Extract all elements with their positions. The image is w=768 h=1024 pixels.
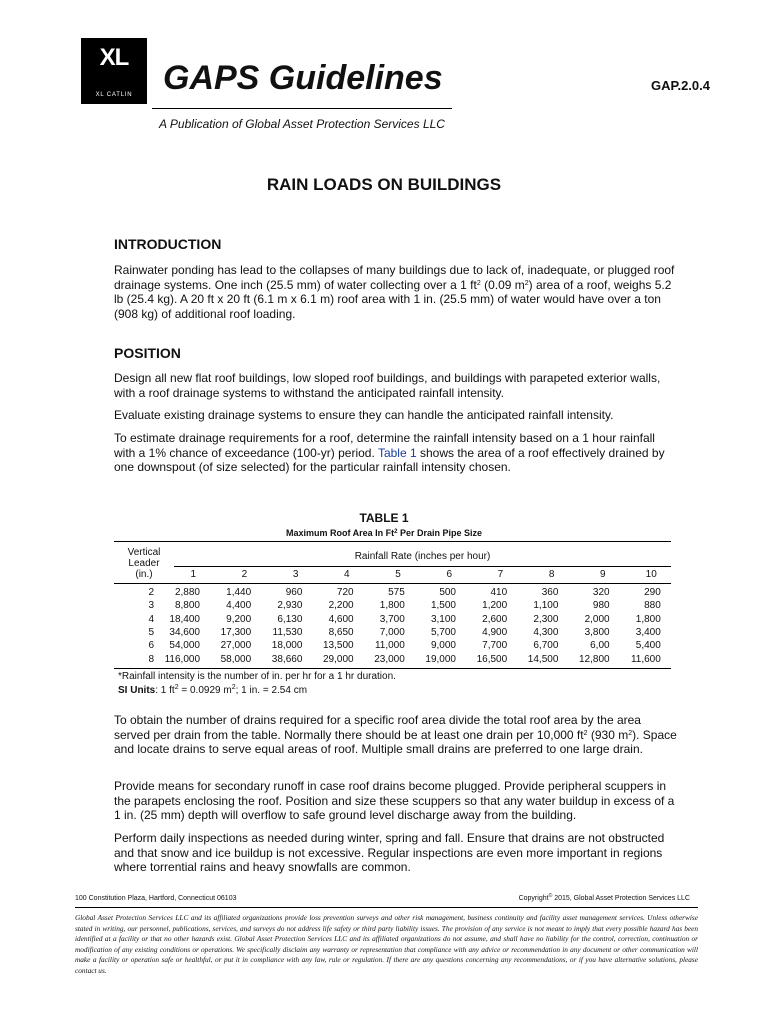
roof-area-cell: 5,400 <box>635 640 661 652</box>
introduction-paragraph: Rainwater ponding has lead to the collapses of many buildings due to lack of, inadequate, or plugged roof drainage systems. One inch (25.5 mm) of water collecting over a 1 $ft^2$ (0.09 $m^2$) area of a roof, weighs 5.2 lb (25.4 kg). A 20 ft x 20 ft (6.1 m x 6.1 m) roof area with 1 in. (25.5 mm) of water would have over a ton (908 kg) of additional roof loading. <box>114 263 675 321</box>
roof-area-cell: 2,300 <box>533 613 559 625</box>
roof-area-cell: 4,900 <box>482 626 508 638</box>
roof-area-cell: 6,130 <box>277 613 303 625</box>
roof-area-cell: 23,000 <box>374 653 405 665</box>
roof-area-cell: 1,500 <box>430 600 456 612</box>
roof-area-cell: 54,000 <box>169 640 200 652</box>
header-divider <box>114 583 671 584</box>
leader-size-cell: 3 <box>148 600 154 612</box>
roof-area-cell: 11,000 <box>374 640 405 652</box>
table-label: TABLE 1 <box>359 511 409 525</box>
rainfall-rate-2: 2 <box>241 569 248 580</box>
roof-area-cell: 4,600 <box>328 613 354 625</box>
roof-area-table <box>114 541 671 669</box>
roof-area-cell: 1,800 <box>379 600 405 612</box>
logo-mark: XL <box>99 44 129 71</box>
roof-area-cell: 7,000 <box>379 626 405 638</box>
footer-divider <box>75 907 698 908</box>
rainfall-rate-header: Rainfall Rate (inches per hour) <box>354 551 491 562</box>
header-divider <box>174 566 671 567</box>
roof-area-cell: 290 <box>644 587 661 598</box>
position-paragraph-1: Design all new flat roof buildings, low sloped roof buildings, and buildings with parapeted exterior walls, with a roof drainage systems to withstand the anticipated rainfall intensity. <box>114 371 661 400</box>
leader-size-cell: 4 <box>148 613 154 625</box>
roof-area-cell: 320 <box>592 587 610 598</box>
drain-count-paragraph: To obtain the number of drains required for a specific roof area divide the total roof area by the area served per drain from the table. Normally there should be at least one drain per 10,000 $ft^2$ (930 $m^2$). Space and locate drains to serve equal areas of roof. Multiple small drains are preferred to one large drain. <box>114 713 677 756</box>
roof-area-cell: 16,500 <box>476 653 508 665</box>
roof-area-cell: 2,600 <box>482 613 508 625</box>
introduction-heading: INTRODUCTION <box>114 236 222 252</box>
rainfall-rate-1: 1 <box>190 569 196 580</box>
table-footnote: *Rainfall intensity is the number of in. per hr for a 1 hr duration. <box>118 671 396 682</box>
roof-area-cell: 29,000 <box>323 653 354 665</box>
roof-area-cell: 18,000 <box>271 640 303 652</box>
roof-area-cell: 9,200 <box>226 613 252 625</box>
xl-catlin-logo <box>81 38 147 104</box>
roof-area-cell: 3,100 <box>430 613 456 625</box>
logo-text: XL CATLIN <box>95 92 133 98</box>
inspection-paragraph: Perform daily inspections as needed during winter, spring and fall. Ensure that drains are not obstructed and that snow and ice buildup is not excessive. Regular inspections are even more important in regions where torrential rains and heavy snowfalls are common. <box>114 831 665 874</box>
roof-area-cell: 3,800 <box>584 626 610 638</box>
rainfall-rate-10: 10 <box>645 569 657 580</box>
rainfall-rate-5: 5 <box>395 569 401 580</box>
rainfall-rate-8: 8 <box>548 569 555 580</box>
roof-area-cell: 2,000 <box>584 613 610 625</box>
rainfall-rate-4: 4 <box>344 569 350 580</box>
roof-area-cell: 8,800 <box>174 600 200 612</box>
roof-area-cell: 6,700 <box>533 640 559 652</box>
roof-area-cell: 14,500 <box>527 653 559 665</box>
roof-area-cell: 880 <box>644 600 661 612</box>
header-divider <box>152 108 452 109</box>
roof-area-cell: 2,200 <box>328 600 354 612</box>
roof-area-cell: 2,930 <box>277 600 303 612</box>
footer-copyright: Copyright© 2015, Global Asset Protection Services LLC <box>518 893 690 902</box>
rainfall-rate-3: 3 <box>292 569 299 580</box>
table-1-link[interactable]: Table 1 <box>377 445 417 460</box>
document-code: GAP.2.0.4 <box>650 78 710 93</box>
roof-area-cell: 11,600 <box>630 653 661 665</box>
publication-line: A Publication of Global Asset Protection Services LLC <box>159 117 445 131</box>
roof-area-cell: 17,300 <box>220 626 252 638</box>
roof-area-cell: 2,880 <box>174 587 200 598</box>
roof-area-cell: 9,000 <box>430 640 456 652</box>
roof-area-cell: 11,530 <box>272 626 303 638</box>
roof-area-cell: 1,440 <box>226 587 252 598</box>
leader-size-cell: 2 <box>148 587 154 598</box>
leader-size-cell: 8 <box>148 653 154 665</box>
roof-area-cell: 980 <box>592 600 610 612</box>
roof-area-cell: 7,700 <box>482 640 508 652</box>
roof-area-cell: 4,400 <box>226 600 252 612</box>
rainfall-rate-6: 6 <box>446 569 452 580</box>
roof-area-cell: 12,800 <box>579 653 610 665</box>
secondary-runoff-paragraph: Provide means for secondary runoff in case roof drains become plugged. Provide peripheral scuppers in the parapets enclosing the roof. Position and size these scuppers so that any water buildup in excess of a 1 in. (25 mm) depth will overflow to safe ground level discharge away from the building. <box>114 779 675 822</box>
roof-area-cell: 27,000 <box>220 640 252 652</box>
position-paragraph-3: To estimate drainage requirements for a roof, determine the rainfall intensity based on a 1 hour rainfall with a 1% chance of exceedance (100-yr) period. Table 1 shows the area of a roof effectively drained by one downspout (of size selected) for the particular rainfall intensity chosen. <box>114 431 665 474</box>
leader-size-cell: 5 <box>148 626 154 638</box>
si-units-note: SI Units: 1 $ft^2 = 0.0929$ $m^2$; 1 in. = 2.54 cm <box>118 684 308 696</box>
page-title: RAIN LOADS ON BUILDINGS <box>266 175 502 194</box>
rainfall-rate-9: 9 <box>600 569 606 580</box>
roof-area-cell: 3,400 <box>635 626 661 638</box>
roof-area-cell: 19,000 <box>425 653 456 665</box>
legal-disclaimer: Global Asset Protection Services LLC and its affiliated organizations provide loss prevention surveys and other risk management, business continuity and facility asset management services. Unless otherwise stated in writing, our personnel, publications, services, and surveys do not address life safety or third party liability issues. The provision of any service is not meant to imply that every possible hazard has been identified at a facility or that no other hazards exist. Global Asset Protection Services LLC and its affiliated organizations do not assume, and shall have no liability for the control, correction, continuation or modification of any existing conditions or operations. We specifically disclaim any warranty or representation that compliance with any advice or recommendation in any document or other communication will make a facility or operation safe or healthful, or put it in compliance with any law, rule or regulation. If there are any questions concerning any recommendations, or if you have alternative solutions, please contact us. <box>75 913 698 975</box>
roof-area-cell: 960 <box>285 587 303 598</box>
roof-area-cell: 5,700 <box>430 626 456 638</box>
roof-area-cell: 8,650 <box>328 626 354 638</box>
roof-area-cell: 18,400 <box>169 613 200 625</box>
roof-area-cell: 4,300 <box>533 626 559 638</box>
position-heading: POSITION <box>114 345 181 361</box>
roof-area-cell: 13,500 <box>323 640 354 652</box>
roof-area-cell: 1,200 <box>482 600 508 612</box>
leader-size-cell: 6 <box>148 640 154 652</box>
table-caption: Maximum Roof Area In Ft$^2$ Per Drain Pipe Size <box>285 528 483 538</box>
vertical-leader-header: Vertical Leader (in.) <box>127 547 161 580</box>
roof-area-cell: 38,660 <box>271 653 303 665</box>
guidelines-title: GAPS Guidelines <box>163 59 443 97</box>
roof-area-cell: 58,000 <box>220 653 252 665</box>
footer-address: 100 Constitution Plaza, Hartford, Connecticut 06103 <box>75 895 237 902</box>
roof-area-cell: 720 <box>336 587 354 598</box>
roof-area-cell: 1,800 <box>635 613 661 625</box>
roof-area-cell: 3,700 <box>379 613 405 625</box>
roof-area-cell: 116,000 <box>164 653 200 665</box>
roof-area-cell: 6,00 <box>590 640 610 652</box>
roof-area-cell: 500 <box>439 587 456 598</box>
roof-area-cell: 360 <box>541 587 559 598</box>
roof-area-cell: 410 <box>490 587 508 598</box>
roof-area-cell: 575 <box>388 587 405 598</box>
rainfall-rate-7: 7 <box>497 569 504 580</box>
position-paragraph-2: Evaluate existing drainage systems to ensure they can handle the anticipated rainfall intensity. <box>114 408 614 422</box>
roof-area-cell: 34,600 <box>169 626 200 638</box>
roof-area-cell: 1,100 <box>533 600 559 612</box>
